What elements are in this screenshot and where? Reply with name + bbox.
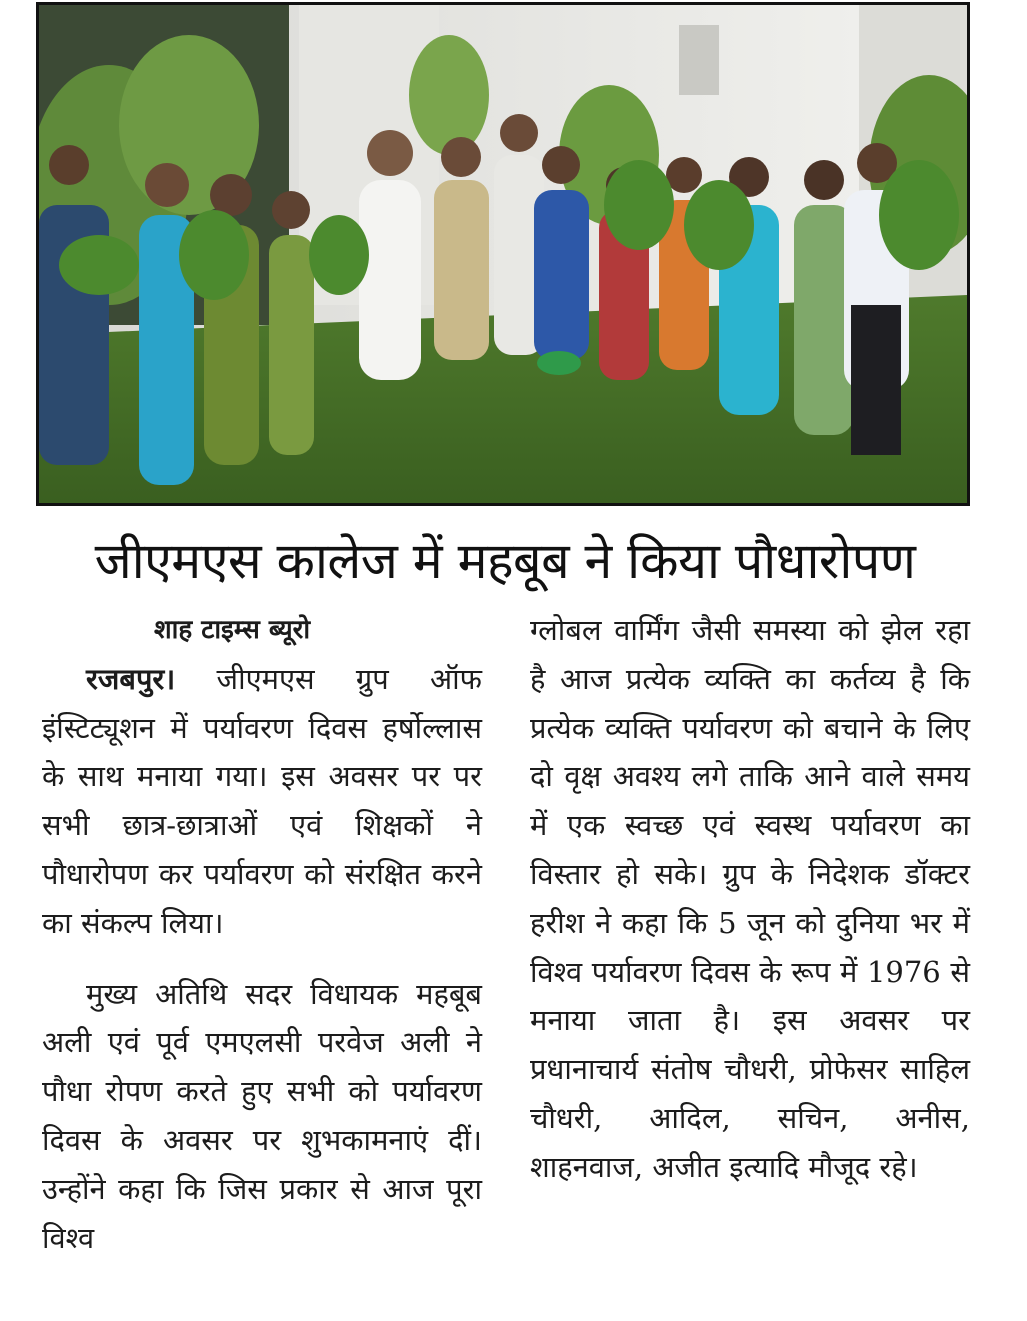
article-column-right	[530, 606, 970, 1192]
byline: शाह टाइम्स ब्यूरो	[153, 615, 311, 645]
article-paragraph: ग्लोबल वार्मिंग जैसी समस्या को झेल रहा है आज प्रत्येक व्यक्ति का कर्तव्य है कि प्रत्येक व्यक्ति पर्यावरण को बचाने के लिए दो वृक्ष अवश्य लगे ताकि आने वाले समय में एक स्वच्छ एवं स्वस्थ पर्यावरण का विस्तार हो सके। ग्रुप के निदेशक डॉक्टर हरीश ने कहा कि 5 जून को दुनिया भर में विश्व पर्यावरण दिवस के रूप में 1976 से मनाया जाता है। इस अवसर पर प्रधानाचार्य संतोष चौधरी, प्रोफेसर साहिल चौधरी, आदिल, सचिन, अनीस, शाहनवाज, अजीत इत्यादि मौजूद रहे।	[530, 613, 970, 1184]
dateline: रजबपुर।	[86, 661, 176, 696]
article-paragraph	[42, 655, 482, 948]
article-column-left	[42, 606, 482, 1262]
headline: जीएमएस कालेज में महबूब ने किया पौधारोपण	[94, 532, 916, 590]
news-photo	[36, 2, 970, 506]
paragraph-gap	[42, 948, 482, 970]
article-paragraph: मुख्य अतिथि सदर विधायक महबूब अली एवं पूर्व एमएलसी परवेज अली ने पौधा रोपण करते हुए सभी को पर्यावरण दिवस के अवसर पर शुभकामनाएं दीं। उन्होंने कहा कि जिस प्रकार से आज पूरा विश्व	[42, 976, 482, 1255]
article-paragraph-text: जीएमएस ग्रुप ऑफ इंस्टिट्यूशन में पर्यावरण दिवस हर्षोल्लास के साथ मनाया गया। इस अवसर पर पर सभी छात्र-छात्राओं एवं शिक्षकों ने पौधारोपण कर पर्यावरण को संरक्षित करने का संकल्प लिया।	[42, 661, 483, 940]
tree-planting-photo	[39, 5, 967, 503]
